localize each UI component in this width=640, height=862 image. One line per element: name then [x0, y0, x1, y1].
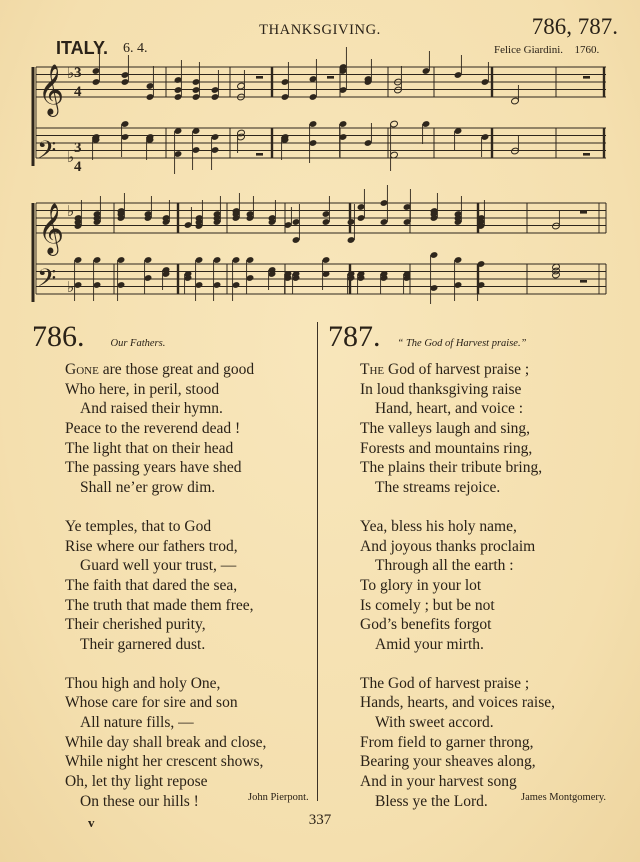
hymn-number: 787. [328, 320, 381, 353]
verse-line: God’s benefits forgot [360, 616, 492, 634]
verse-line: On these our hills ! [80, 792, 199, 810]
notes [74, 47, 590, 304]
treble-clef-icon: 𝄞 [38, 64, 65, 115]
verse-line: The valleys laugh and sing, [360, 420, 531, 438]
verse-line: The God of harvest praise ; [360, 361, 530, 378]
svg-text:3: 3 [74, 65, 82, 81]
verse-line: While day shall break and close, [65, 733, 267, 751]
drop-word: The [360, 361, 385, 378]
hymn-786 [32, 322, 312, 811]
stanza [360, 360, 628, 498]
verse-line: Amid your mirth. [375, 635, 484, 653]
hymn-number: 786. [32, 320, 85, 353]
author-credit: James Montgomery. [521, 792, 607, 803]
verse-line: The truth that made them free, [65, 596, 254, 614]
verse-line: While night her crescent shows, [65, 753, 264, 771]
verse-line: Gone are those great and good [65, 361, 255, 378]
bass-clef-icon: 𝄢 [37, 136, 57, 171]
verse-line: And joyous thanks proclaim [360, 537, 536, 555]
verse-line: Hand, heart, and voice : [375, 400, 524, 418]
verse-line: Rise where our fathers trod, [65, 537, 238, 555]
stanza [65, 517, 312, 655]
verse-line: Bearing your sheaves along, [360, 753, 536, 771]
verse-line: Who here, in peril, stood [65, 380, 220, 398]
verse-line: Their garnered dust. [80, 635, 206, 653]
verse-line: All nature fills, — [80, 714, 194, 731]
composer-year: 1760. [574, 44, 600, 56]
verse-line: And raised their hymn. [80, 400, 223, 418]
treble-clef-icon: 𝄞 [38, 203, 65, 254]
hymn-title: Our Fathers. [110, 338, 166, 349]
bass-clef-icon: 𝄢 [37, 264, 57, 299]
verse-line: Shall ne’er grow dim. [80, 479, 216, 497]
svg-text:4: 4 [74, 159, 82, 175]
tune-name: ITALY. [56, 38, 109, 58]
staff-lines [33, 67, 606, 302]
verse-line: Whose care for sire and son [65, 694, 238, 712]
flat-icon: ♭ [67, 150, 75, 166]
verse-line: The God of harvest praise ; [360, 674, 530, 692]
running-title: THANKSGIVING. [259, 22, 381, 38]
flat-icon: ♭ [67, 204, 75, 220]
author-credit: John Pierpont. [248, 792, 309, 803]
hymn-text [65, 360, 312, 811]
stanza [360, 674, 628, 812]
verse-line: Forests and mountains ring, [360, 439, 533, 457]
verse-line: Hands, hearts, and voices raise, [360, 694, 555, 712]
hymn-numbers: 786, 787. [531, 14, 618, 39]
svg-text:3: 3 [74, 140, 82, 156]
time-signature [74, 65, 82, 175]
signature-mark: v [88, 815, 95, 830]
verse-line: The streams rejoice. [375, 479, 501, 497]
column-divider [317, 322, 318, 801]
verse-line: Peace to the reverend dead ! [65, 420, 241, 438]
verse-line: Ye temples, that to God [65, 517, 212, 535]
verse-line: Their cherished purity, [65, 616, 206, 634]
flat-icon: ♭ [67, 66, 75, 82]
verse-line: The faith that dared the sea, [65, 576, 238, 594]
verse-line: Thou high and holy One, [65, 674, 221, 692]
verse-line: Oh, let thy light repose [65, 773, 208, 791]
stanza [360, 517, 628, 655]
verse-line: The plains their tribute bring, [360, 459, 543, 477]
verse-line: To glory in your lot [360, 576, 482, 594]
verse-line: Bless ye the Lord. [375, 792, 488, 810]
composer-name: Felice Giardini. [494, 44, 564, 56]
hymn-title: “ The God of Harvest praise.” [397, 338, 527, 349]
verse-line: The light that on their head [65, 439, 234, 457]
music-score [0, 0, 640, 310]
stanza [65, 360, 312, 498]
tune-meter: 6. 4. [123, 41, 148, 56]
verse-line: The passing years have shed [65, 459, 242, 477]
verse-line: Is comely ; but be not [360, 596, 495, 614]
verse-line: Guard well your trust, — [80, 557, 237, 575]
verse-line: Yea, bless his holy name, [360, 517, 517, 535]
flat-icon: ♭ [67, 280, 75, 296]
drop-word: Gone [65, 361, 99, 378]
svg-text:4: 4 [74, 84, 82, 100]
verse-line: From field to garner throng, [360, 733, 534, 751]
verse-line: Through all the earth : [375, 557, 514, 575]
stanza [65, 674, 312, 812]
verse-line: With sweet accord. [375, 714, 494, 731]
page-number: 337 [308, 812, 332, 828]
verse-line: And in your harvest song [360, 773, 517, 791]
hymn-787 [328, 322, 628, 811]
hymn-text [360, 360, 628, 811]
verse-line: In loud thanksgiving raise [360, 380, 522, 398]
